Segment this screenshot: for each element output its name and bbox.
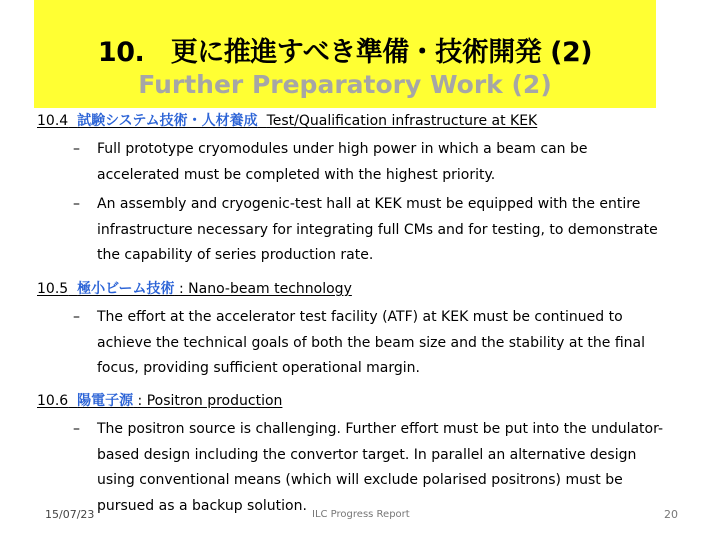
section-title-japanese: 極小ビーム技術 <box>77 281 175 297</box>
dash-bullet-icon: – <box>73 421 80 437</box>
section-title-english: Test/Qualification infrastructure at KEK <box>266 113 538 129</box>
dash-bullet-icon: – <box>73 196 80 212</box>
bullet-text: An assembly and cryogenic-test hall at KEK must be equipped with the entire infrastructure necessary for integrating full CMs and for testing, to demonstrate the capability of series production rate. <box>97 196 658 263</box>
bullet-item <box>73 192 673 269</box>
footer-date: 15/07/23 <box>45 508 95 521</box>
bullet-text: The effort at the accelerator test facility (ATF) at KEK must be continued to achieve the technical goals of both the beam size and the stability at the final focus, providing sufficient operational margin. <box>97 309 646 376</box>
slide-title-japanese: 10. 更に推進すべき準備・技術開発 (2) <box>97 37 593 68</box>
section-title-english: : Nano-beam technology <box>178 281 352 297</box>
section-number: 10.4 <box>37 113 69 129</box>
slide-title-english: Further Preparatory Work (2) <box>138 70 552 99</box>
section-heading-10-5 <box>37 278 352 298</box>
bullet-item <box>73 137 673 188</box>
section-title-english: : Positron production <box>137 393 283 409</box>
footer-report-title: ILC Progress Report <box>312 509 410 520</box>
section-title-japanese: 試験システム技術・人材養成 <box>77 113 258 129</box>
bullet-text: Full prototype cryomodules under high power in which a beam can be accelerated must be completed with the highest priority. <box>97 141 588 183</box>
bullet-item <box>73 417 673 519</box>
section-heading-10-4 <box>37 110 537 130</box>
bullet-item <box>73 305 673 382</box>
page-number: 20 <box>664 508 678 521</box>
section-number: 10.5 <box>37 281 69 297</box>
bullet-text: The positron source is challenging. Further effort must be put into the undulator-based design including the convertor target. In parallel an alternative design using conventional means (which will exclude polarised positrons) must be pursued as a backup solution. <box>97 421 664 514</box>
dash-bullet-icon: – <box>73 309 80 325</box>
title-box <box>34 0 656 108</box>
dash-bullet-icon: – <box>73 141 80 157</box>
section-number: 10.6 <box>37 393 69 409</box>
section-heading-10-6 <box>37 390 282 410</box>
section-title-japanese: 陽電子源 <box>77 393 134 409</box>
